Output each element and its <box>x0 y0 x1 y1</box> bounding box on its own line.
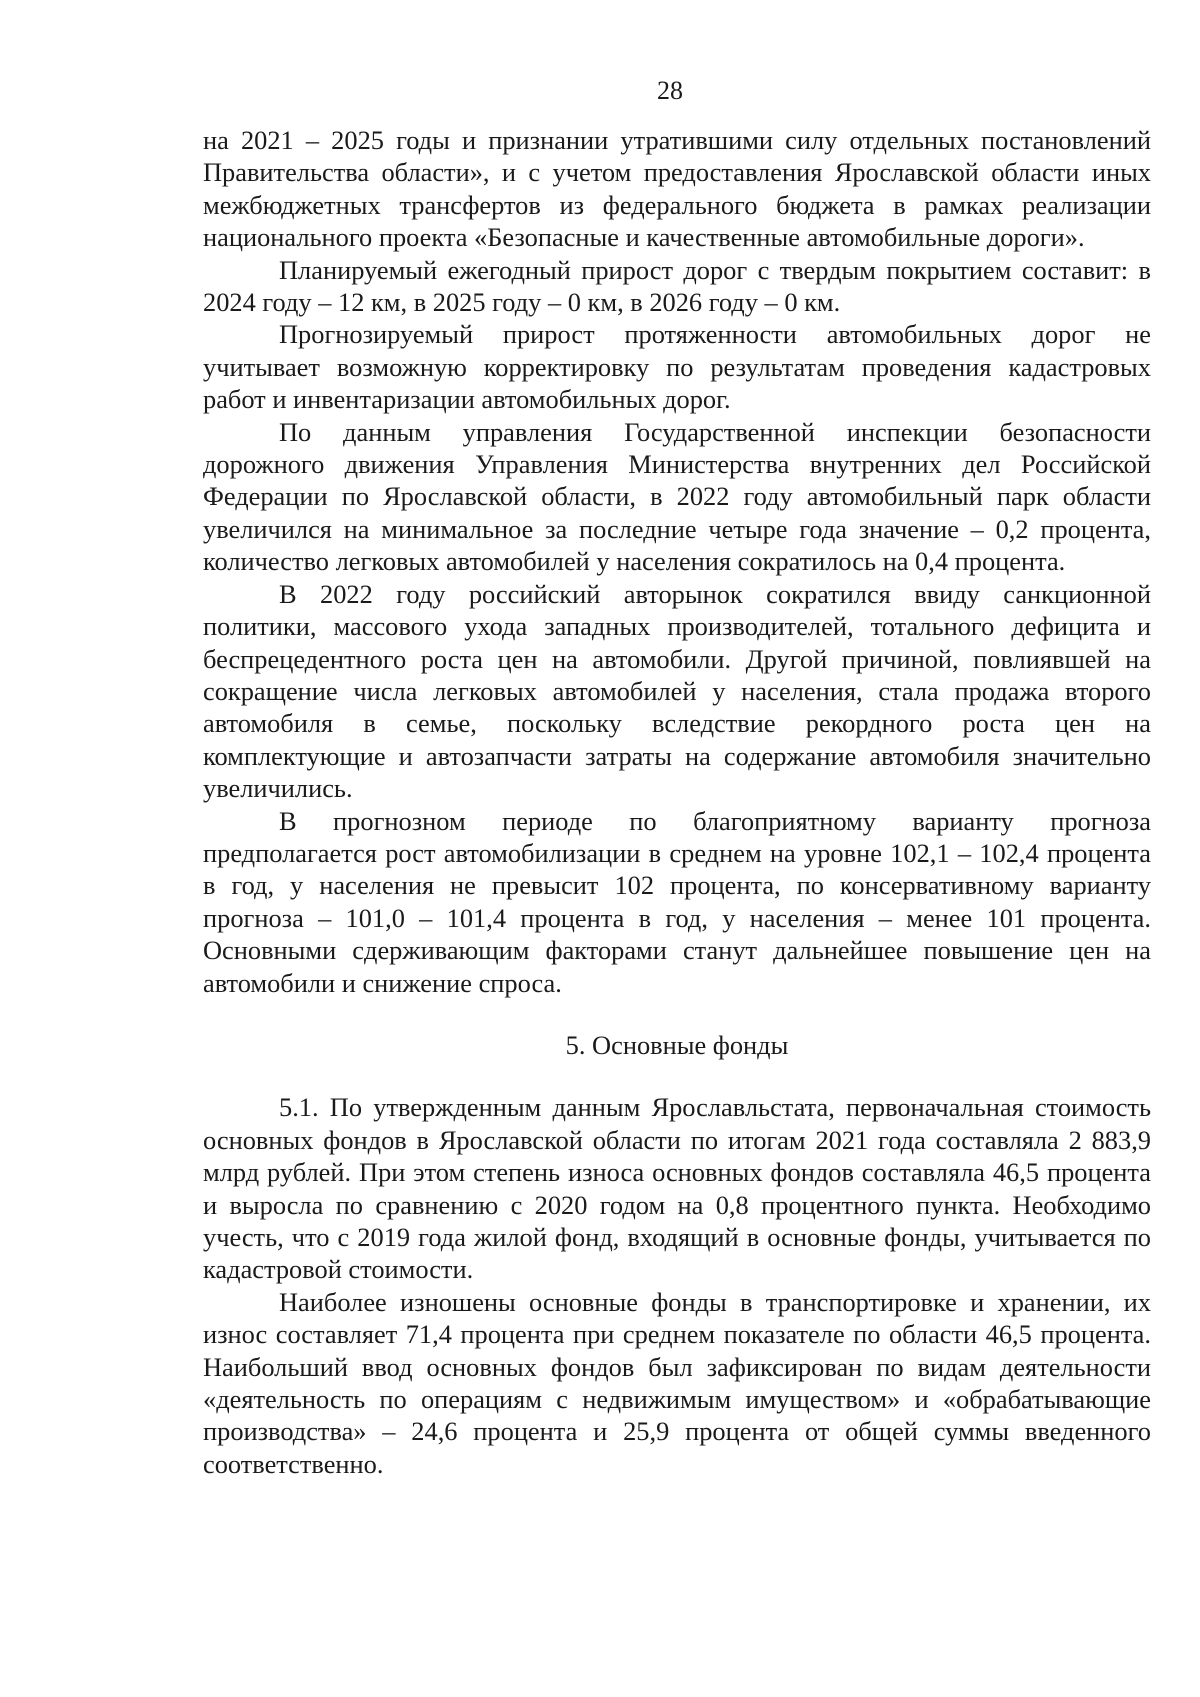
paragraph-continuation: на 2021 – 2025 годы и признании утратившими силу отдельных постановлений Правительства области», и с учетом предоставления Ярославской области иных межбюджетных трансфертов из федерального бюджета в рамках реализации национального проекта «Безопасные и качественные автомобильные дороги». <box>203 125 1151 253</box>
paragraph-traffic-inspection: По данным управления Государственной инспекции безопасности дорожного движения Управления Министерства внутренних дел Российской Федерации по Ярославской области, в 2022 году автомобильный парк области увеличился на минимальное за последние четыре года значение – 0,2 процента, количество легковых автомобилей у населения сократилось на 0,4 процента. <box>203 416 1151 577</box>
paragraph-road-growth: Планируемый ежегодный прирост дорог с твердым покрытием составит: в 2024 году – 12 км, в 2025 году – 0 км, в 2026 году – 0 км. <box>203 254 1151 318</box>
document-body <box>203 124 1151 1480</box>
page-number: 28 <box>657 76 683 105</box>
paragraph-road-forecast: Прогнозируемый прирост протяженности автомобильных дорог не учитывает возможную корректировку по результатам проведения кадастровых работ и инвентаризации автомобильных дорог. <box>203 319 1151 415</box>
section-heading: 5. Основные фонды <box>565 1029 789 1060</box>
paragraph-car-market: В 2022 году российский авторынок сократился ввиду санкционной политики, массового ухода западных производителей, тотального дефицита и беспрецедентного роста цен на автомобили. Другой причиной, повлиявшей на сокращение числа легковых автомобилей у населения, стала продажа второго автомобиля в семье, поскольку вследствие рекордного роста цен на комплектующие и автозапчасти затраты на содержание автомобиля значительно увеличились. <box>203 578 1151 804</box>
paragraph-motorization-forecast: В прогнозном периоде по благоприятному варианту прогноза предполагается рост автомобилизации в среднем на уровне 102,1 – 102,4 процента в год, у населения не превысит 102 процента, по консервативному варианту прогноза – 101,0 – 101,4 процента в год, у населения – менее 101 процента. Основными сдерживающим факторами станут дальнейшее повышение цен на автомобили и снижение спроса. <box>203 805 1151 998</box>
paragraph-fixed-assets-wear: Наиболее изношены основные фонды в транспортировке и хранении, их износ составляет 71,4 процента при среднем показателе по области 46,5 процента. Наибольший ввод основных фондов был зафиксирован по видам деятельности «деятельность по операциям с недвижимым имуществом» и «обрабатывающие производства» – 24,6 процента и 25,9 процента от общей суммы введенного соответственно. <box>203 1286 1151 1479</box>
paragraph-fixed-assets-cost: 5.1. По утвержденным данным Ярославльстата, первоначальная стоимость основных фондов в Ярославской области по итогам 2021 года составляла 2 883,9 млрд рублей. При этом степень износа основных фондов составляла 46,5 процента и выросла по сравнению с 2020 годом на 0,8 процентного пункта. Необходимо учесть, что с 2019 года жилой фонд, входящий в основные фонды, учитывается по кадастровой стоимости. <box>203 1092 1151 1285</box>
